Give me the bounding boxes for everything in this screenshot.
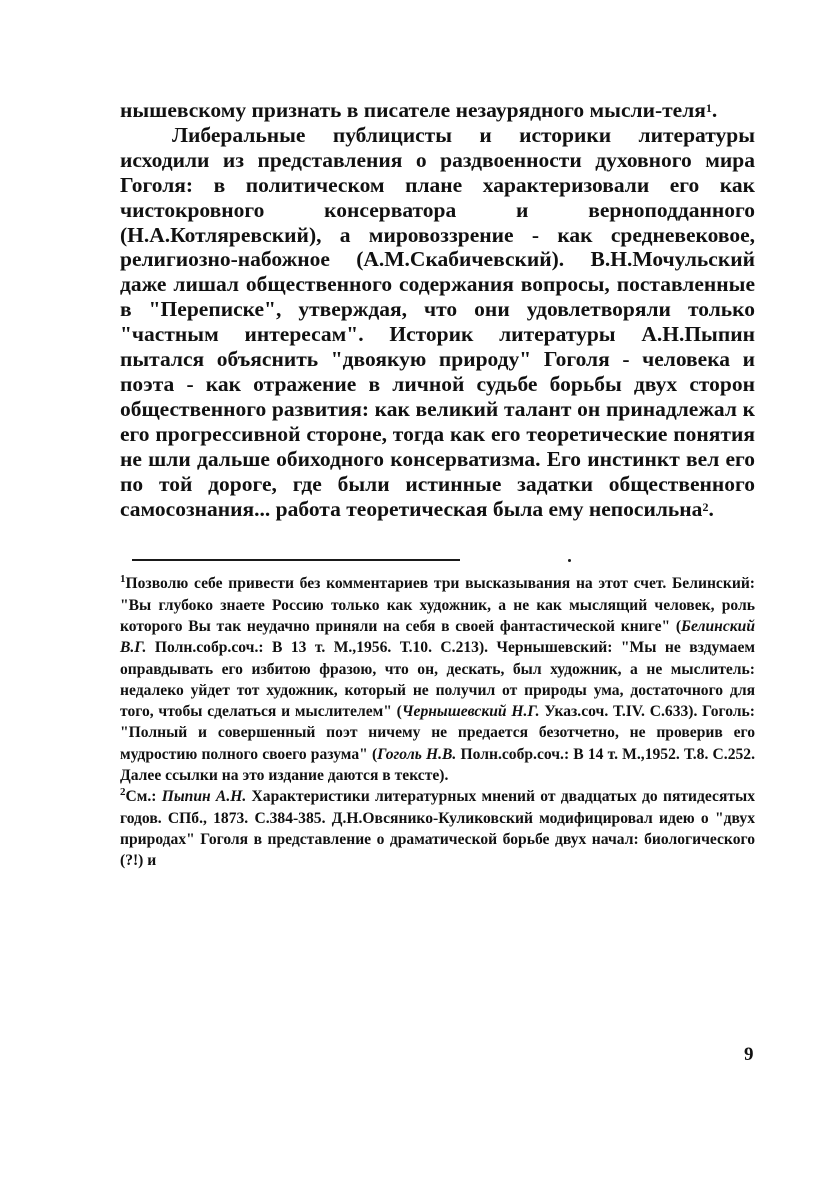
- footnote-1-text-d: Полн.собр.соч.: В 14 т. М.,1952. Т.8. С.252. Далее ссылки на это издание даются в тексте).: [120, 745, 755, 785]
- page-number: 9: [744, 1044, 754, 1065]
- footnotes: [120, 573, 755, 871]
- footnote-separator: [120, 537, 755, 567]
- footnote-1-author-belinsky: Белинский В.Г.: [120, 618, 755, 657]
- footnote-1-text-b: Полн.собр.соч.: В 13 т. М.,1956. Т.10. С.213). Чернышевский: "Мы не вздумаем оправдывать его избитою фразою, что он, дескать, был художник, а не мыслитель: недалеко уйдет тот художник, который не получил от природы ума, достаточного для того, чтобы сделаться и мыслителем" (: [120, 639, 755, 721]
- footnote-2: [120, 786, 755, 871]
- paragraph-2: [120, 123, 755, 522]
- paragraph-2-text: Либеральные публицисты и историки литературы исходили из представления о раздвоенности духовного мира Гоголя: в политическом плане характеризовали его как чистокровного консерватора и верноподданного (Н.А.Котляревский), а мировоззрение - как средневековое, религиозно-набожное (А.М.Скабичевский). В.Н.Мочульский даже лишал общественного содержания вопросы, поставленные в "Переписке", утверждая, что они удовлетворяли только "частным интересам". Историк литературы А.Н.Пыпин пытался объяснить "двоякую природу" Гоголя - человека и поэта - как отражение в личной судьбе борьбы двух сторон общественного развития: как великий талант он принадлежал к его прогрессивной стороне, тогда как его теоретические понятия не шли дальше обиходного консерватизма. Его инстинкт вел его по той дороге, где были истинные задатки общественного самосознания... работа теоретическая была ему непосильна: [120, 122, 755, 521]
- footnote-rule: [132, 559, 460, 561]
- footnote-2-text-b: Характеристики литературных мнений от двадцатых до пятидесятых годов. СПб., 1873. С.384-385. Д.Н.Овсянико-Куликовский модифицировал идею о "двух природах" Гоголя в представление о драматической борьбе двух начал: биологического (?!) и: [120, 788, 756, 870]
- footnote-1: [120, 573, 755, 786]
- footnote-1-text-c: Указ.соч. Т.IV. С.633). Гоголь: "Полный и совершенный поэт ничему не предается безотчетно, не проверив его мудростию полного своего разума" (: [120, 703, 755, 763]
- main-text: [120, 98, 755, 521]
- footnote-2-author-pypin: Пыпин А.Н.: [161, 788, 247, 806]
- footnote-reference-2: 2: [702, 499, 709, 514]
- page-content: [120, 98, 755, 872]
- footnote-2-text-a: См.:: [125, 788, 162, 806]
- print-speck: [568, 559, 571, 562]
- footnote-1-author-gogol: Гоголь Н.В.: [377, 745, 457, 763]
- footnote-2-mark: 2: [120, 786, 126, 799]
- footnote-1-mark: 1: [120, 573, 126, 586]
- paragraph-2-end: .: [708, 496, 714, 521]
- paragraph-1-end: .: [711, 98, 718, 122]
- paragraph-1-text: нышевскому признать в писателе незаурядного мысли-теля: [120, 98, 706, 122]
- footnote-1-text-a: Позволю себе привести без комментариев три высказывания на этот счет. Белинский: "Вы глубоко знаете Россию только как художник, а не как мыслящий человек, роль которого Вы так неудачно приняли на себя в своей фантастической книге" (: [120, 575, 755, 635]
- footnote-1-author-chernyshevsky: Чернышевский Н.Г.: [401, 703, 540, 721]
- paragraph-1: [120, 98, 755, 123]
- footnote-reference-1: 1: [705, 101, 712, 115]
